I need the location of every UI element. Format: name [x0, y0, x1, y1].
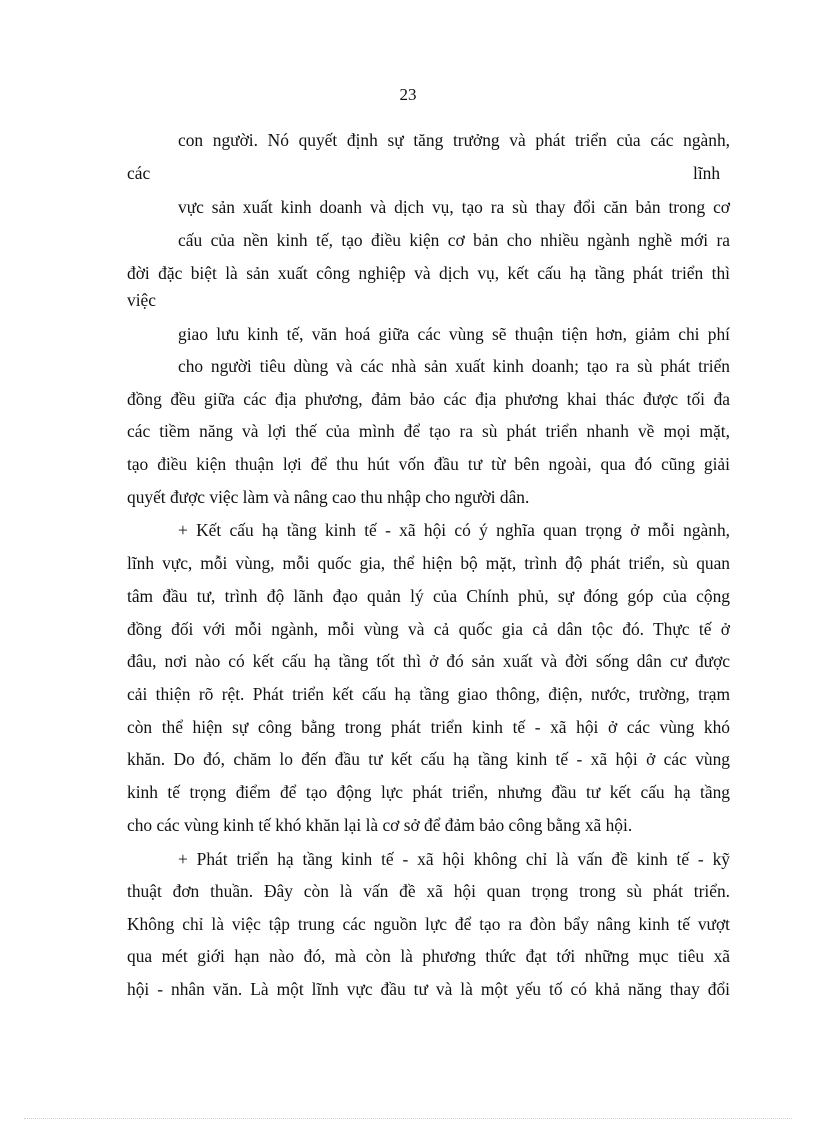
text-line: tâm đầu tư, trình độ lãnh đạo quản lý của Chính phủ, sự đóng góp của cộng [127, 586, 730, 606]
text-line: thuật đơn thuần. Đây còn là vấn đề xã hội quan trọng trong sù phát triển. [127, 881, 730, 901]
text-line: đâu, nơi nào có kết cấu hạ tầng tốt thì ở đó sản xuất và đời sống dân cư được [127, 651, 730, 671]
text-line: kinh tế trọng điểm để tạo động lực phát triển, nhưng đầu tư kết cấu hạ tầng [127, 782, 730, 802]
page-number: 23 [399, 85, 417, 104]
text-line: còn thể hiện sự công bằng trong phát triển kinh tế - xã hội ở các vùng khó [127, 717, 730, 737]
text-line: các tiềm năng và lợi thế của mình để tạo ra sù phát triển nhanh về mọi mặt, [127, 421, 730, 441]
text-line: con người. Nó quyết định sự tăng trưởng và phát triển của các ngành, [178, 130, 730, 150]
text-line: đồng đều giữa các địa phương, đảm bảo các địa phương khai thác được tối đa [127, 389, 730, 409]
split-line-left: các [127, 163, 151, 183]
split-line-right: lĩnh [693, 163, 721, 183]
text-line: cho các vùng kinh tế khó khăn lại là cơ sở để đảm bảo công bằng xã hội. [127, 815, 633, 835]
footer-rule [24, 1118, 792, 1119]
text-line: cho người tiêu dùng và các nhà sản xuất kinh doanh; tạo ra sù phát triển [178, 356, 730, 376]
text-line: cấu của nền kinh tế, tạo điều kiện cơ bản cho nhiều ngành nghề mới ra [178, 230, 730, 250]
text-line: tạo điều kiện thuận lợi để thu hút vốn đầu tư từ bên ngoài, qua đó cũng giải [127, 454, 730, 474]
text-line: cải thiện rõ rệt. Phát triển kết cấu hạ tầng giao thông, điện, nước, trường, trạm [127, 684, 730, 704]
text-line: qua mét giới hạn nào đó, mà còn là phương thức đạt tới những mục tiêu xã [127, 946, 730, 966]
text-line: quyết được việc làm và nâng cao thu nhập cho người dân. [127, 487, 530, 507]
text-line: vực sản xuất kinh doanh và dịch vụ, tạo ra sù thay đổi căn bản trong cơ [178, 197, 730, 217]
text-line: + Kết cấu hạ tầng kinh tế - xã hội có ý nghĩa quan trọng ở mỗi ngành, [178, 520, 730, 540]
text-line: lĩnh vực, mỗi vùng, mỗi quốc gia, thể hiện bộ mặt, trình độ phát triển, sù quan [127, 553, 730, 573]
text-line: đồng đối với mỗi ngành, mỗi vùng và cả quốc gia cả dân tộc đó. Thực tế ở [127, 619, 730, 639]
text-line: đời đặc biệt là sản xuất công nghiệp và dịch vụ, kết cấu hạ tầng phát triển thì [127, 263, 730, 283]
text-line: giao lưu kinh tế, văn hoá giữa các vùng sẽ thuận tiện hơn, giảm chi phí [178, 324, 730, 344]
text-line: Không chỉ là việc tập trung các nguồn lực để tạo ra đòn bẩy nâng kinh tế vượt [127, 914, 730, 934]
text-line: + Phát triển hạ tầng kinh tế - xã hội không chỉ là vấn đề kinh tế - kỹ [178, 849, 730, 869]
text-line: khăn. Do đó, chăm lo đến đầu tư kết cấu hạ tầng kinh tế - xã hội ở các vùng [127, 749, 730, 769]
text-line: hội - nhân văn. Là một lĩnh vực đầu tư và là một yếu tố có khả năng thay đổi [127, 979, 730, 999]
text-line: việc [127, 290, 156, 310]
